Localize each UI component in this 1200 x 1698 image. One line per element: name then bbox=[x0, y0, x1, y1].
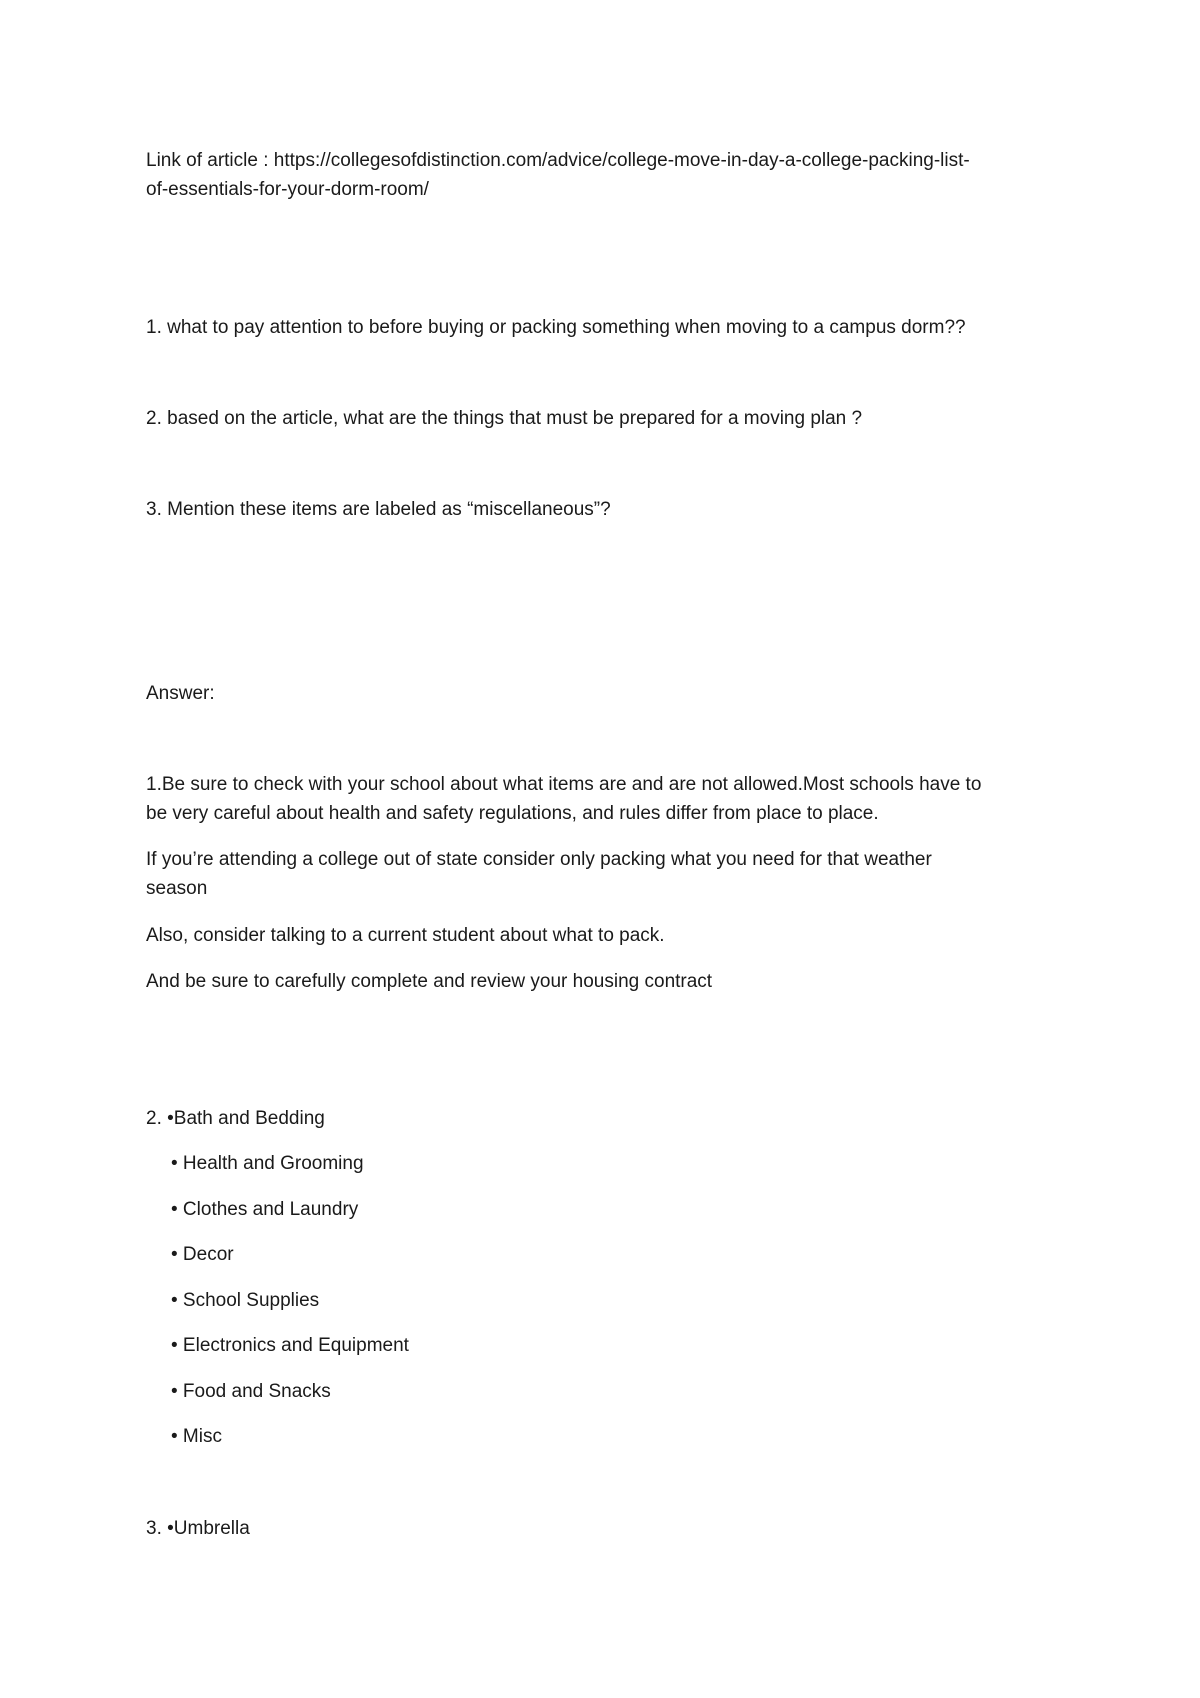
article-link-line-1: Link of article : https://collegesofdistinction.com/advice/college-move-in-day-a-college-packing-list- bbox=[146, 150, 970, 171]
answer-3: 3. •Umbrella bbox=[146, 1518, 250, 1539]
answer-2-list-item: • School Supplies bbox=[171, 1290, 320, 1311]
question-3: 3. Mention these items are labeled as “miscellaneous”? bbox=[146, 499, 611, 520]
answer-1-line-5: Also, consider talking to a current student about what to pack. bbox=[146, 925, 665, 946]
article-link-line-2: of-essentials-for-your-dorm-room/ bbox=[146, 179, 429, 200]
answer-1-line-3: If you’re attending a college out of state consider only packing what you need for that weather bbox=[146, 849, 932, 870]
answer-2-list-item: • Food and Snacks bbox=[171, 1381, 331, 1402]
answer-1-line-1: 1.Be sure to check with your school about what items are and are not allowed.Most schools have to bbox=[146, 774, 982, 795]
answer-2-first-item: 2. •Bath and Bedding bbox=[146, 1108, 325, 1129]
question-1: 1. what to pay attention to before buying or packing something when moving to a campus dorm?? bbox=[146, 317, 966, 338]
answer-2-list-item: • Clothes and Laundry bbox=[171, 1199, 359, 1220]
answer-1-line-2: be very careful about health and safety regulations, and rules differ from place to place. bbox=[146, 803, 879, 824]
answer-2-list-item: • Health and Grooming bbox=[171, 1153, 364, 1174]
answer-2-list-item: • Decor bbox=[171, 1244, 234, 1265]
answer-1-line-6: And be sure to carefully complete and review your housing contract bbox=[146, 971, 713, 992]
question-2: 2. based on the article, what are the things that must be prepared for a moving plan ? bbox=[146, 408, 863, 429]
answer-1-line-4: season bbox=[146, 878, 208, 899]
answer-2-list-item: • Misc bbox=[171, 1426, 222, 1447]
answer-2-list-item: • Electronics and Equipment bbox=[171, 1335, 409, 1356]
answer-heading: Answer: bbox=[146, 683, 215, 704]
